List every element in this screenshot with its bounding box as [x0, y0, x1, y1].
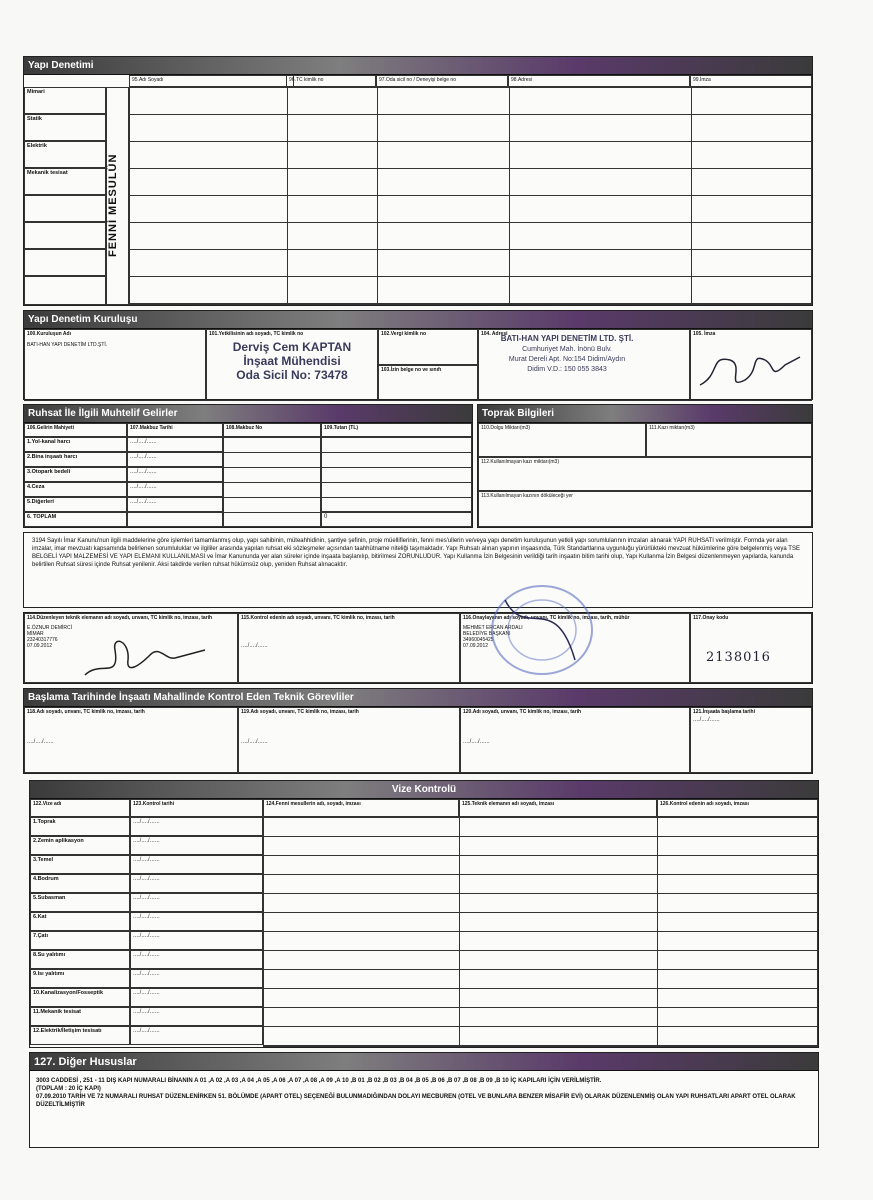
col-header: 124.Fenni mesullerin adı, soyadı, imzası — [263, 799, 459, 817]
signature — [690, 345, 805, 395]
vize-row-label: 12.Elektrik/İletişim tesisatı — [30, 1026, 130, 1045]
stamp-line: Cumhuriyet Mah. İnönü Bulv. — [522, 346, 612, 353]
row-label — [24, 249, 106, 276]
vize-date-placeholder: ..../..../...... — [130, 874, 263, 893]
row-label: 4.Ceza — [24, 482, 127, 497]
section-title: Vize Kontrolü — [30, 781, 818, 799]
section-toprak — [477, 404, 813, 528]
empty-cell — [127, 512, 223, 527]
vize-row-label: 2.Zemin aplikasyon — [30, 836, 130, 855]
person-line: E.ÖZNUR DEMİRCİ — [27, 625, 72, 631]
signature — [80, 630, 210, 685]
section-baslama — [23, 688, 813, 774]
date-placeholder: ..../..../...... — [127, 467, 223, 482]
col-header: 97.Oda sicil no / Deneyişi belge no — [376, 75, 508, 87]
date-placeholder: ..../..../...... — [127, 482, 223, 497]
cell-label: 119.Adı soyadı, unvanı, TC kimlik no, imzası, tarih — [241, 709, 359, 715]
vize-date-placeholder: ..../..../...... — [130, 931, 263, 950]
vergi-no — [378, 329, 478, 365]
col-header: 107.Makbuz Tarihi — [127, 423, 223, 437]
vize-row-label: 8.Su yalıtımı — [30, 950, 130, 969]
row-label: 3.Otopark bedeli — [24, 467, 127, 482]
section-ruhsat — [23, 404, 473, 528]
vize-date-placeholder: ..../..../...... — [130, 817, 263, 836]
vize-date-placeholder: ..../..../...... — [130, 969, 263, 988]
kontrol-eden — [238, 613, 460, 683]
row-label — [24, 195, 106, 222]
vize-date-placeholder: ..../..../...... — [130, 893, 263, 912]
date-placeholder: ..../..../...... — [127, 452, 223, 467]
cell-label: 101.Yetkilisinin adı soyadı, TC kimlik no — [209, 331, 304, 337]
person-line: 23240317776 — [27, 637, 58, 643]
diger-line: 07.09.2010 TARİH VE 72 NUMARALI RUHSAT DÜZENLENİRKEN 51. BÖLÜMDE (APART OTEL) SEÇENEĞİ BULUNMADIĞINDAN DOLAYI MECBUREN (OTEL VE BUNLARA BENZER MİSAFİR EVİ) OLARAK DÜZENLENMİŞ OLAN YAPI RUHSATLARI APART OTEL OLARAK DÜZELTİLMİŞTİR — [36, 1094, 796, 1108]
section-title: Başlama Tarihinde İnşaatı Mahallinde Kontrol Eden Teknik Görevliler — [24, 689, 812, 707]
section-title: Toprak Bilgileri — [478, 405, 812, 423]
vize-row-label: 1.Toprak — [30, 817, 130, 836]
date-placeholder: ..../..../...... — [241, 643, 268, 649]
total-value: 0 — [321, 512, 472, 527]
cell-label: 116.Onaylayanın adı soyadı, unvanı, TC kimlik no, imzası, tarih, mühür — [463, 615, 630, 621]
date-placeholder: ..../..../...... — [27, 739, 54, 745]
row-label: 2.Bina inşaatı harcı — [24, 452, 127, 467]
vize-row-label: 4.Bodrum — [30, 874, 130, 893]
cell-label: 118.Adı soyadı, unvanı, TC kimlik no, imzası, tarih — [27, 709, 145, 715]
vize-date-placeholder: ..../..../...... — [130, 855, 263, 874]
col-header: 96.TC kimlik no — [286, 75, 376, 87]
vize-grid — [263, 817, 818, 1047]
gorevli-3 — [460, 707, 690, 773]
vize-date-placeholder: ..../..../...... — [130, 912, 263, 931]
engineer-stamp — [232, 340, 352, 382]
col-header: 122.Vize adı — [30, 799, 130, 817]
row-label: Mimari — [24, 87, 106, 114]
date-placeholder: ..../..../...... — [463, 739, 490, 745]
gorevli-2 — [238, 707, 460, 773]
stamp-line: Derviş Cem KAPTAN — [232, 340, 352, 354]
section-diger — [29, 1052, 819, 1148]
col-header: 95.Adı Soyadı — [129, 75, 294, 87]
row-label: 6. TOPLAM — [24, 512, 127, 527]
person-line: 07.09.2012 — [463, 643, 489, 649]
col-header: 123.Kontrol tarihi — [130, 799, 263, 817]
col-header: 108.Makbuz No — [223, 423, 321, 437]
vize-row-label: 6.Kat — [30, 912, 130, 931]
col-header: 99.İmza — [690, 75, 812, 87]
stamp-line: Murat Dereli Apt. No:154 Didim/Aydın — [508, 356, 626, 363]
row-label: 5.Diğerleri — [24, 497, 127, 512]
section-title: Yapı Denetim Kuruluşu — [24, 311, 812, 329]
col-header: 106.Gelirin Mahiyeti — [24, 423, 127, 437]
col-header: 126.Kontrol edenin adı soyadı, imzası — [657, 799, 818, 817]
col-header: 109.Tutarı (TL) — [321, 423, 472, 437]
row-label: Mekanik tesisat — [24, 168, 106, 195]
person-line: MEHMET ERCAN ARDALI — [463, 625, 523, 631]
date-placeholder: ..../..../...... — [127, 437, 223, 452]
vize-date-placeholder: ..../..../...... — [130, 836, 263, 855]
cell-label: 105. İmza — [693, 331, 716, 337]
onay-kodu — [690, 613, 812, 683]
vize-row-label: 10.Kanalizasyon/Fosseptik — [30, 988, 130, 1007]
gorevli-1 — [24, 707, 238, 773]
diger-line: 3003 CADDESİ , 251 - 11 DIŞ KAPI NUMARALI BİNANIN A 01 ,A 02 ,A 03 ,A 04 ,A 05 ,A 06 ,A 07 ,A 08 ,A 09 ,A 10 ,B 01 ,B 02 ,B 03 ,B 04 ,B 05 ,B 06 ,B 07 ,B 08 ,B 09 ,B 10 İÇ KAPILARI İÇİN VERİLMİŞTİR. — [36, 1078, 602, 1084]
vize-row-label: 5.Subasman — [30, 893, 130, 912]
row-label — [24, 222, 106, 249]
kurulus-adi — [24, 329, 206, 401]
person-line: 34960045425 — [463, 637, 494, 643]
cell-label: 100.Kuruluşun Adı — [27, 331, 71, 337]
kazi-miktari: 111.Kazı miktarı(m3) — [646, 423, 812, 457]
diger-line: (TOPLAM : 20 İÇ KAPI) — [36, 1086, 101, 1092]
stamp-line: BATI-HAN YAPI DENETİM LTD. ŞTİ. — [500, 334, 634, 343]
fenni-mesul-label: FENNİ MESULÜN — [107, 153, 119, 257]
date-placeholder: ..../..../...... — [693, 717, 720, 723]
kurulus-adi-value: BATI-HAN YAPI DENETİM LTD.ŞTİ. — [27, 342, 108, 348]
row-label — [24, 276, 106, 305]
cell-label: 115.Kontrol edenin adı soyadı, unvanı, TC kimlik no, imzası, tarih — [241, 615, 395, 621]
stamp-line: Didim V.D.: 150 055 3843 — [527, 366, 607, 373]
section-title: Yapı Denetimi — [24, 57, 812, 75]
row-label: Statik — [24, 114, 106, 141]
baslama-tarihi — [690, 707, 812, 773]
cell-label: 120.Adı soyadı, unvanı, TC kimlik no, imzası, tarih — [463, 709, 582, 715]
vize-date-placeholder: ..../..../...... — [130, 988, 263, 1007]
cell-label: 121.İnşaata başlama tarihi — [693, 709, 755, 715]
date-placeholder: ..../..../...... — [241, 739, 268, 745]
stamp-line: İnşaat Mühendisi — [243, 354, 341, 368]
person-line: 07.09.2012 — [27, 643, 53, 649]
cell-label: 104. Adresi — [481, 331, 508, 337]
notice-box — [23, 532, 813, 608]
vize-row-label: 7.Çatı — [30, 931, 130, 950]
dokulecegi-yer: 113.Kullanılmayan kazının döküleceği yer — [478, 491, 812, 527]
row-label: Elektrik — [24, 141, 106, 168]
date-placeholder: ..../..../...... — [127, 497, 223, 512]
tutar-grid — [321, 437, 472, 512]
person-line: MİMAR — [27, 631, 44, 637]
cell-label: 103.İzin belge no ve sınıfı — [381, 367, 442, 373]
official-seal — [485, 580, 600, 680]
section-vize — [29, 780, 819, 1048]
section-title: Ruhsat İle İlgili Muhtelif Gelirler — [24, 405, 472, 423]
vize-row-label: 11.Mekanik tesisat — [30, 1007, 130, 1026]
kullanilmayan-kazi: 112.Kullanılmayan kazı miktarı(m3) — [478, 457, 812, 491]
person-line: BELEDİYE BAŞKANI — [463, 631, 511, 637]
col-header: 98.Adresi — [508, 75, 690, 87]
cell-label: 102.Vergi kimlik no — [381, 331, 427, 337]
row-label: 1.Yol-kanal harcı — [24, 437, 127, 452]
vize-row-label: 3.Temel — [30, 855, 130, 874]
section-title: 127. Diğer Hususlar — [30, 1053, 818, 1071]
vize-date-placeholder: ..../..../...... — [130, 1026, 263, 1045]
vize-date-placeholder: ..../..../...... — [130, 1007, 263, 1026]
makbuz-grid — [223, 437, 321, 527]
vize-row-label: 9.Isı yalıtımı — [30, 969, 130, 988]
company-stamp — [492, 334, 642, 373]
section-yapi-denetimi — [23, 56, 813, 306]
col-header: 125.Teknik elemanın adı soyadı, imzası — [459, 799, 657, 817]
vize-date-placeholder: ..../..../...... — [130, 950, 263, 969]
cell-label: 114.Düzenleyen teknik elemanın adı soyadı, unvanı, TC kimlik no, imzası, tarih — [27, 615, 213, 621]
approval-code: 2138016 — [706, 650, 771, 665]
grid-area — [129, 87, 812, 305]
stamp-line: Oda Sicil No: 73478 — [236, 368, 348, 382]
notice-text: 3194 Sayılı İmar Kanunu'nun ilgili maddelerine göre işlemleri tamamlanmış olup, yapı sahibinin, müteahhidinin, şantiye şefinin, proje müelliflerinin, fenni mes'ullerin ve/veya yapı denetim kuruluşunun yetkili yapı sorumlularının imzaları alınarak YAPI RUHSATI verilmiştir. Formda yer alan imzalar, imar mevzuatı kapsamında belirlenen sorumluluklar ve ilgililer arasında yapılan ruhsat eki sözleşmeler açısından taahhütname niteliği taşımaktadır. Yapı Ruhsatı alınan yapının inşaasında, Türk Standartlarına uygunluğu yürürlükteki mevzuat hükümlerine göre belgelenmiş veya TSE BELGELİ YAPI MALZEMESİ VE YAPI ELEMANI KULLANILMASI ve İmar Kanununda yer alan süreler içinde inşaata başlanılıp, bitirilmesi ZORUNLUDUR. Yapı Kullanma İzin Belgesinin verildiği tarih inşaatın bitim tarihi olup, Yapı Kullanma İzin Belgesi düzenlenmeyen yapılarda, kanunda belirtilen Ruhsat süresi içinde Ruhsat yenilenir. Aksi takdirde verilen ruhsat hükümsüz olup, yeniden Ruhsat alınacaktır. — [32, 538, 800, 568]
cell-label: 117.Onay kodu — [693, 615, 729, 621]
dolgu-miktari: 110.Dolgu Miktarı(m3) — [478, 423, 646, 457]
izin-belge — [378, 365, 478, 401]
